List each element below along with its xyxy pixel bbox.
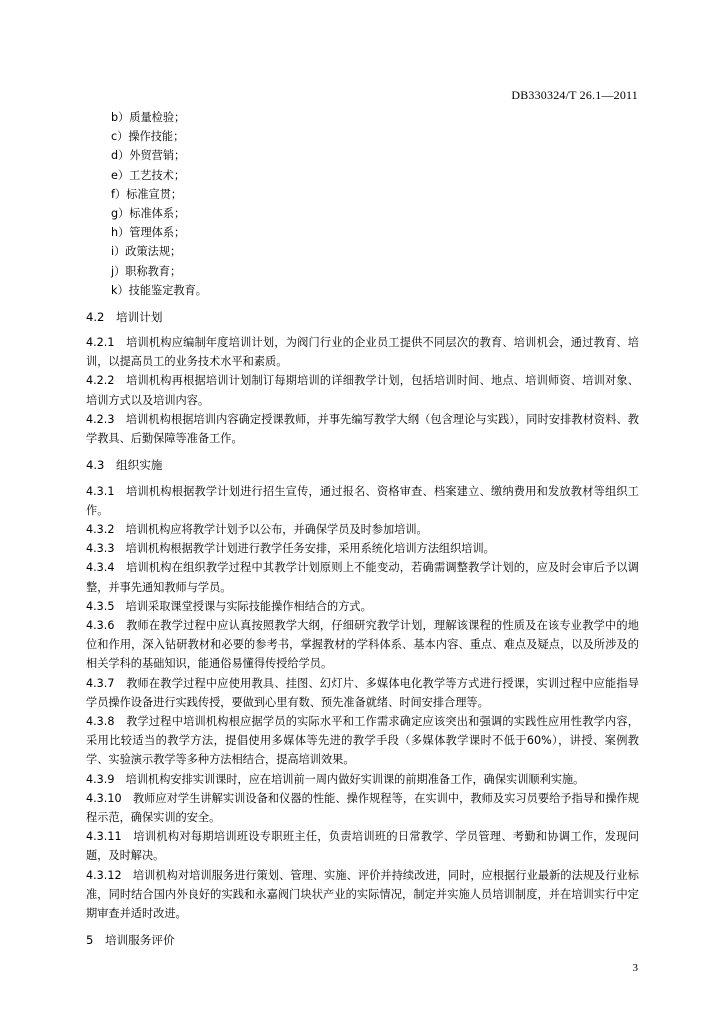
clause-4-3-10: 4.3.10 教师应对学生讲解实训设备和仪器的性能、操作规程等，在实训中，教师及实习员要给予指导和操作规程示范，确保实训的安全。: [86, 791, 639, 824]
clause-4-3-12: 4.3.12 培训机构对培训服务进行策划、管理、实施、评价并持续改进，同时，应根据行业最新的法规及行业标准，同时结合国内外良好的实践和永嘉阀门块状产业的实际情况，制定并实施人员培训制度，并在培训实行中定期审查并适时改进。: [86, 868, 639, 920]
list-item: k）技能鉴定教育。: [111, 283, 207, 297]
list-item: g）标准体系；: [111, 206, 186, 220]
list-item: j）职称教育；: [111, 264, 182, 278]
document-id: DB330324/T 26.1—2011: [511, 88, 638, 102]
list-item: c）操作技能；: [111, 130, 185, 144]
section-heading-training-plan: 4.2 培训计划: [86, 309, 163, 324]
section-heading-service-evaluation: 5 培训服务评价: [86, 933, 175, 948]
list-item: e）工艺技术；: [111, 168, 186, 182]
clause-4-2-3: 4.2.3 培训机构根据培训内容确定授课教师，并事先编写教学大纲（包含理论与实践），同时安排教材资料、教学教具、后勤保障等准备工作。: [86, 412, 639, 446]
clause-4-3-6: 4.3.6 教师在教学过程中应认真按照教学大纲，仔细研究教学计划，理解该课程的性质及在该专业教学中的地位和作用，深入钻研教材和必要的参考书，掌握教材的学科体系、基本内容、重点、难点及疑点，以及所涉及的相关学科的基础知识，能通俗易懂得传授给学员。: [86, 618, 639, 671]
clause-4-3-4: 4.3.4 培训机构在组织教学过程中其教学计划原则上不能变动，若确需调整教学计划的，应及时会审后予以调整，并事先通知教师与学员。: [86, 561, 639, 594]
clause-4-3-8: 4.3.8 教学过程中培训机构根应据学员的实际水平和工作需求确定应该突出和强调的实践性应用性教学内容，采用比较适当的教学方法，提倡使用多媒体等先进的教学手段（多媒体教学课时不低于60%），讲授、案例教学、实验演示教学等多种方法相结合，提高培训效果。: [86, 714, 639, 767]
clause-4-3-2: 4.3.2 培训机构应将教学计划予以公布，并确保学员及时参加培训。: [86, 522, 428, 536]
clause-4-3-7: 4.3.7 教师在教学过程中应使用教具、挂图、幻灯片、多媒体电化教学等方式进行授课，实训过程中应能指导学员操作设备进行实践传授，要做到心里有数、预先准备就绪、时间安排合理等。: [86, 676, 639, 709]
list-item: h）管理体系；: [111, 226, 186, 240]
list-item: b）质量检验；: [111, 111, 186, 124]
clause-4-2-2: 4.2.2 培训机构再根据培训计划制订每期培训的详细教学计划，包括培训时间、地点、培训师资、培训对象、培训方式以及培训内容。: [86, 374, 639, 407]
training-content-list: [86, 108, 639, 300]
page-number: 3: [632, 962, 638, 974]
clause-4-3-9: 4.3.9 培训机构安排实训课时，应在培训前一周内做好实训课的前期准备工作，确保实训顺利实施。: [86, 772, 585, 786]
clause-4-3-3: 4.3.3 培训机构根据教学计划进行教学任务安排，采用系统化培训方法组织培训。: [86, 542, 495, 556]
clause-4-3-5: 4.3.5 培训采取课堂授课与实际技能操作相结合的方式。: [86, 599, 372, 613]
clause-4-3-1: 4.3.1 培训机构根据教学计划进行招生宣传，通过报名、资格审查、档案建立、缴纳费用和发放教材等组织工作。: [86, 484, 639, 517]
document-body: [86, 108, 639, 956]
clause-4-2-1: 4.2.1 培训机构应编制年度培训计划，为阀门行业的企业员工提供不同层次的教育、培训机会，通过教育、培训，以提高员工的业务技术水平和素质。: [86, 336, 639, 369]
section-heading-implementation: 4.3 组织实施: [86, 458, 163, 473]
list-item: d）外贸营销；: [111, 149, 186, 163]
clause-4-3-11: 4.3.11 培训机构对每期培训班设专职班主任，负责培训班的日常教学、学员管理、考勤和协调工作，发现问题，及时解决。: [86, 830, 639, 863]
list-item: i）政策法规；: [111, 245, 182, 259]
list-item: f）标准宣贯；: [111, 187, 183, 201]
